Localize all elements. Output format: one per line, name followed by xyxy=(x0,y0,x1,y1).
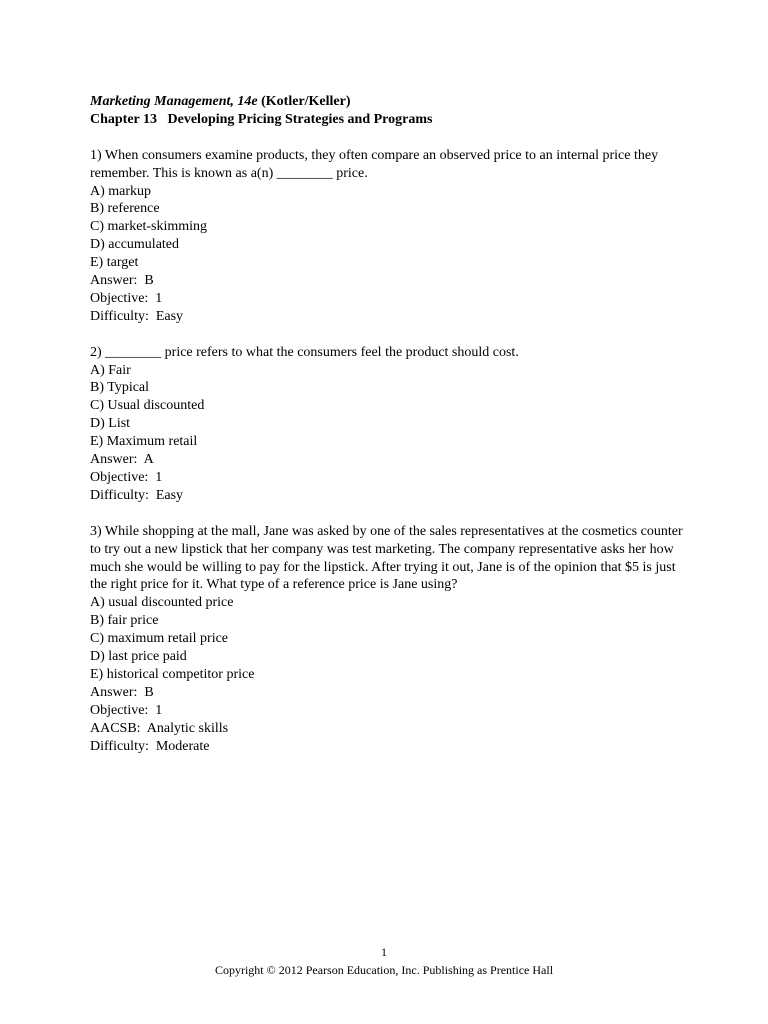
chapter-title: Chapter 13 Developing Pricing Strategies and Programs xyxy=(90,111,433,127)
answer-option: C) market-skimming xyxy=(90,219,208,235)
answer-option: D) last price paid xyxy=(90,649,187,665)
answer-option: E) target xyxy=(90,255,139,271)
question-metadata: Objective: 1 xyxy=(90,702,163,718)
answer-option: A) usual discounted price xyxy=(90,595,234,611)
question-text: 3) While shopping at the mall, Jane was asked by one of the sales representatives at the cosmetics counter to try out a new lipstick that her company was test marketing. The company representative asks her how much she would be willing to pay for the lipstick. After trying it out, Jane is of the opinion that $5 is just the right price for it. What type of a reference price is Jane using? xyxy=(90,523,683,593)
answer-option: C) Usual discounted xyxy=(90,398,205,414)
answer-option: E) Maximum retail xyxy=(90,434,198,450)
question-metadata: Difficulty: Easy xyxy=(90,487,184,503)
question-metadata: Objective: 1 xyxy=(90,470,163,485)
book-authors: (Kotler/Keller) xyxy=(261,94,351,109)
book-title: Marketing Management, 14e xyxy=(90,94,258,109)
answer-option: A) Fair xyxy=(90,362,131,378)
correct-answer: Answer: B xyxy=(90,273,154,289)
copyright-notice: Copyright © 2012 Pearson Education, Inc. Publishing as Prentice Hall xyxy=(214,963,554,977)
book-title-line xyxy=(90,93,690,111)
question-block xyxy=(90,523,690,756)
question-block xyxy=(90,344,690,505)
question-metadata: AACSB: Analytic skills xyxy=(90,720,229,736)
page-number: 1 xyxy=(381,945,387,959)
question-text: 1) When consumers examine products, they often compare an observed price to an internal price they remember. This is known as a(n) ________ price. xyxy=(90,147,659,181)
answer-option: E) historical competitor price xyxy=(90,666,255,682)
question-list xyxy=(90,147,690,756)
document-page xyxy=(90,93,690,773)
question-block xyxy=(90,147,690,326)
answer-option: A) markup xyxy=(90,183,152,199)
answer-option: B) fair price xyxy=(90,613,159,629)
correct-answer: Answer: A xyxy=(90,452,154,468)
question-metadata: Difficulty: Easy xyxy=(90,308,184,324)
question-text: 2) ________ price refers to what the consumers feel the product should cost. xyxy=(90,344,519,360)
correct-answer: Answer: B xyxy=(90,684,154,700)
answer-option: C) maximum retail price xyxy=(90,631,229,647)
answer-option: D) List xyxy=(90,416,131,432)
document-header xyxy=(90,93,690,129)
answer-option: B) reference xyxy=(90,201,160,217)
question-metadata: Difficulty: Moderate xyxy=(90,738,210,754)
answer-option: B) Typical xyxy=(90,380,150,396)
question-metadata: Objective: 1 xyxy=(90,290,163,306)
answer-option: D) accumulated xyxy=(90,237,180,253)
